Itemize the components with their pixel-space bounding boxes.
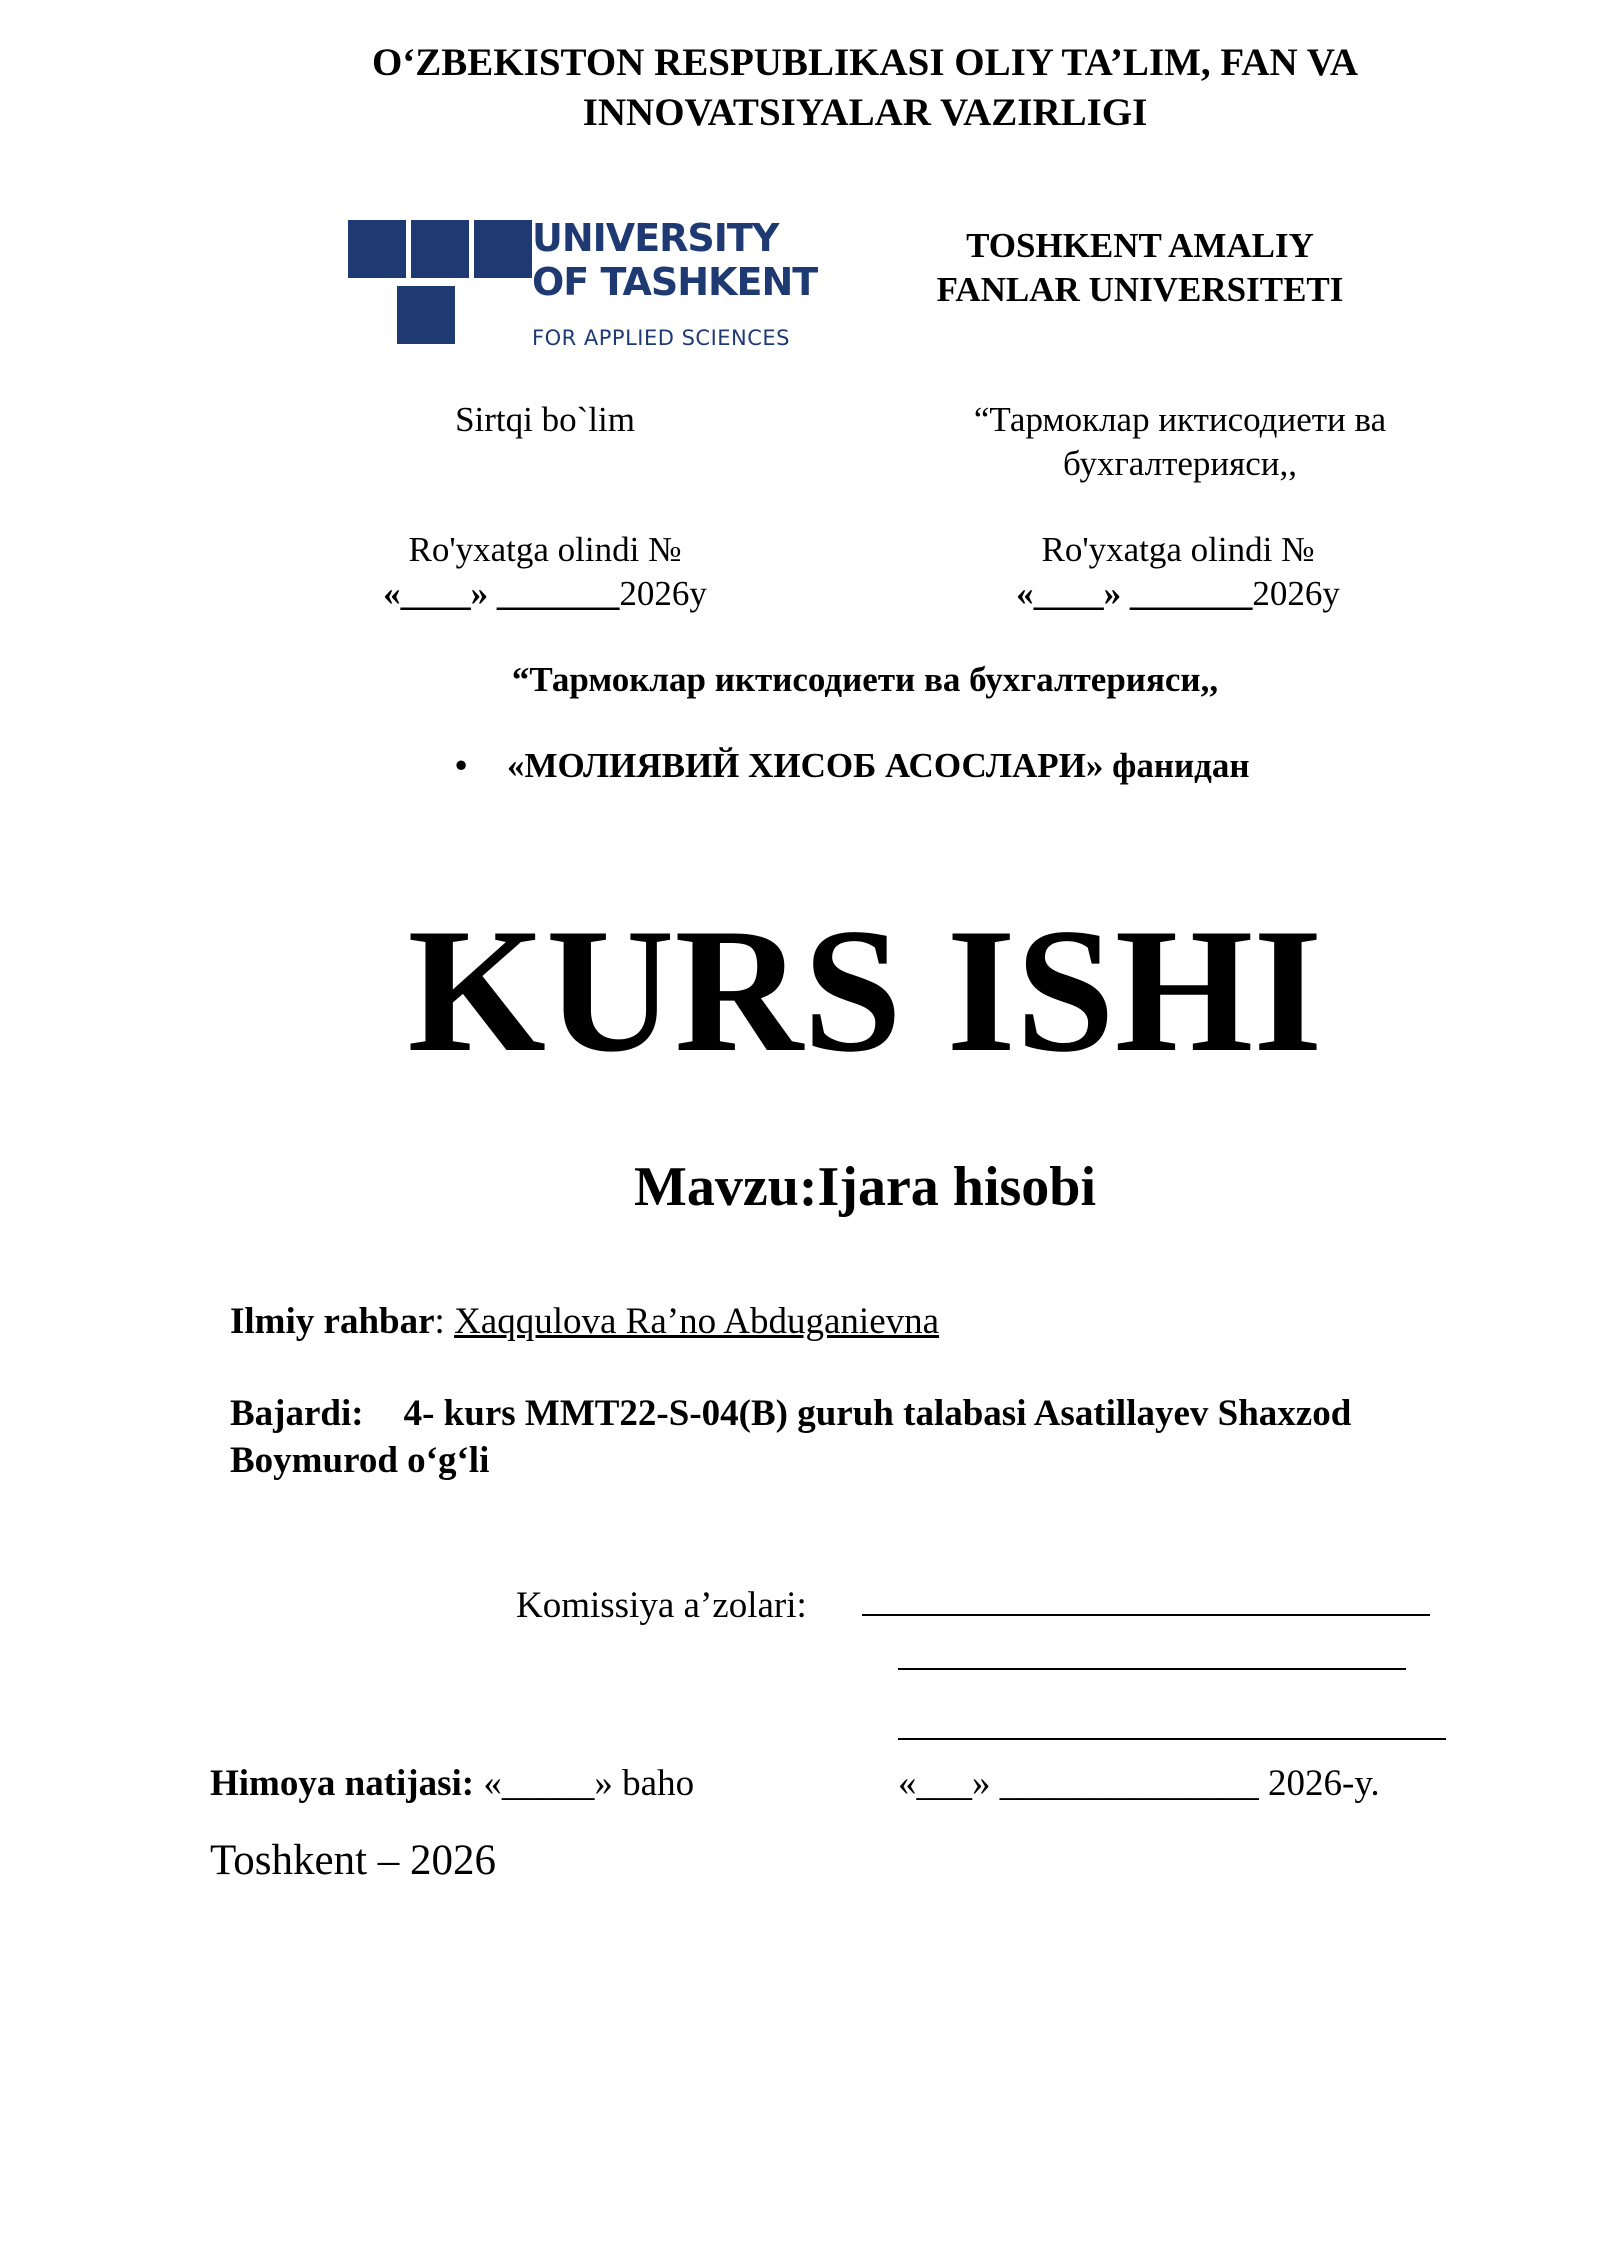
defense-result	[210, 1762, 694, 1805]
commission-signature-line-3	[898, 1738, 1446, 1740]
subject-line	[455, 746, 1250, 786]
defense-date-blanks: «___» ______________	[898, 1763, 1259, 1804]
commission-signature-line-1	[862, 1614, 1430, 1616]
day-blank: ____	[1033, 574, 1104, 613]
chair-name: “Тармоклар иктисодиети ва бухгалтерияси,,	[511, 660, 1219, 699]
document-title: KURS ISHI	[407, 891, 1323, 1089]
department-right-line-2: бухгалтерияси,,	[1062, 444, 1298, 483]
logo-text-applied-sciences: FOR APPLIED SCIENCES	[532, 326, 791, 350]
close-quote: »	[470, 574, 489, 613]
registration-date	[968, 572, 1388, 616]
month-blank: _______	[496, 574, 620, 613]
commission-signature-line-2	[898, 1668, 1406, 1670]
registration-date	[335, 572, 755, 616]
open-quote: «	[383, 574, 401, 613]
performer-line-2: Boymurod o‘g‘li	[230, 1440, 490, 1481]
city-year: Toshkent – 2026	[210, 1837, 497, 1884]
supervisor-line	[230, 1300, 939, 1343]
department-left: Sirtqi bo`lim	[455, 400, 635, 439]
logo-square-2	[411, 220, 469, 278]
logo-text-university: UNIVERSITY	[532, 216, 779, 260]
ministry-line-2: INNOVATSIYALAR VAZIRLIGI	[582, 91, 1148, 134]
department-right	[920, 398, 1440, 486]
performer-label: Bajardi:	[230, 1393, 364, 1434]
bullet-icon: •	[455, 746, 468, 785]
logo-square-1	[348, 220, 406, 278]
supervisor-separator: :	[434, 1301, 455, 1342]
open-quote: «	[1016, 574, 1034, 613]
department-right-line-1: “Тармоклар иктисодиети ва	[973, 400, 1387, 439]
performer-block	[230, 1390, 1480, 1484]
performer-line-1	[230, 1390, 1480, 1437]
university-name-line-1: TOSHKENT AMALIY	[966, 226, 1314, 265]
ministry-header	[250, 38, 1480, 138]
registration-label: Ro'yxatga olindi №	[408, 530, 682, 569]
defense-grade: «_____» baho	[474, 1763, 695, 1804]
defense-label: Himoya natijasi:	[210, 1763, 475, 1804]
logo-square-3	[474, 220, 532, 278]
performer-text: 4- kurs MMT22-S-04(B) guruh talabasi Asatillayev Shaxzod	[403, 1393, 1352, 1434]
supervisor-label: Ilmiy rahbar	[230, 1301, 435, 1342]
commission-label: Komissiya a’zolari:	[516, 1585, 807, 1626]
subject-text: «МОЛИЯВИЙ ХИСОБ АСОСЛАРИ» фанидан	[507, 746, 1250, 785]
defense-date	[898, 1762, 1380, 1805]
month-blank: _______	[1129, 574, 1253, 613]
registration-year: 2026y	[619, 574, 707, 613]
supervisor-name: Xaqqulova Ra’no Abduganievna	[454, 1301, 940, 1342]
registration-label: Ro'yxatga olindi №	[1041, 530, 1315, 569]
university-name	[880, 224, 1400, 312]
topic-title: Mavzu:Ijara hisobi	[634, 1156, 1096, 1218]
day-blank: ____	[400, 574, 471, 613]
university-name-line-2: FANLAR UNIVERSITETI	[936, 270, 1344, 309]
registration-left	[335, 528, 755, 616]
close-quote: »	[1103, 574, 1122, 613]
logo-text-of-tashkent: OF TASHKENT	[532, 260, 818, 304]
registration-year: 2026y	[1252, 574, 1340, 613]
university-logo	[348, 214, 818, 354]
registration-right	[968, 528, 1388, 616]
defense-date-year: 2026-y.	[1258, 1763, 1380, 1804]
ministry-line-1: O‘ZBEKISTON RESPUBLIKASI OLIY TA’LIM, FAN VA	[371, 41, 1359, 84]
logo-square-4	[397, 286, 455, 344]
